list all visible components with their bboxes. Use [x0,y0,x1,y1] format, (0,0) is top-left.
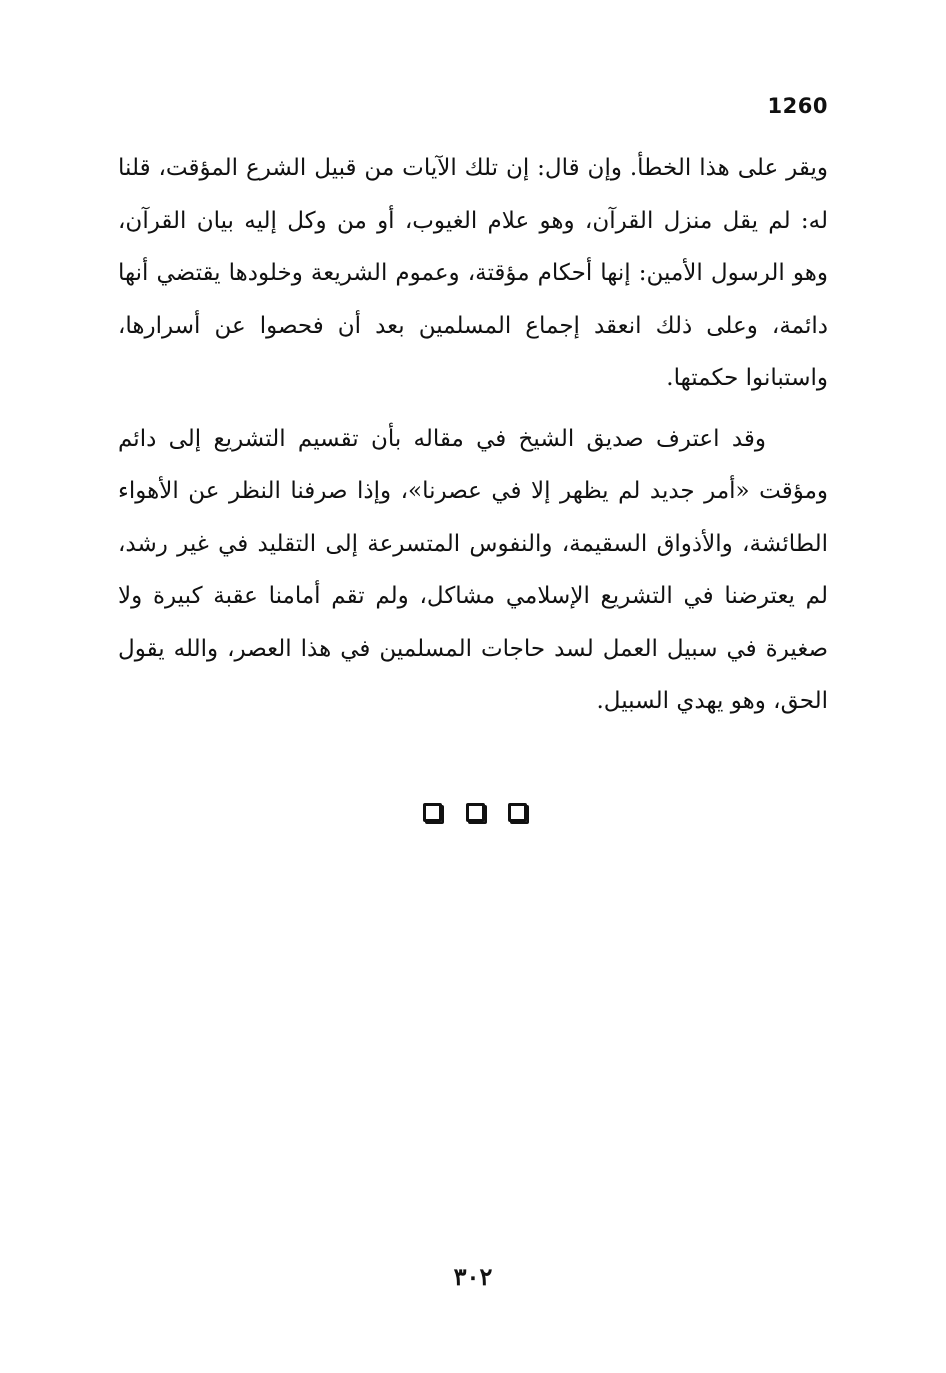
page-number: ٣٠٢ [453,1262,493,1291]
square-ornament-icon [508,803,527,822]
square-ornament-icon [466,803,485,822]
square-ornament-icon [423,803,442,822]
body-text [118,142,828,728]
paragraph-1: ويقر على هذا الخطأ. وإن قال: إن تلك الآيات من قبيل الشرع المؤقت، قلنا له: لم يقل منزل القرآن، وهو علام الغيوب، أو من وكل إليه بيان القرآن، وهو الرسول الأمين: إنها أحكام مؤقتة، وعموم الشريعة وخلودها يقتضي أنها دائمة، وعلى ذلك انعقد إجماع المسلمين بعد أن فحصوا عن أسرارها، واستبانوا حكمتها. [118,155,828,391]
page-code: 1260 [767,94,828,118]
section-divider [423,800,527,824]
paragraph-2: وقد اعترف صديق الشيخ في مقاله بأن تقسيم التشريع إلى دائم ومؤقت «أمر جديد لم يظهر إلا في عصرنا»، وإذا صرفنا النظر عن الأهواء الطائشة، والأذواق السقيمة، والنفوس المتسرعة إلى التقليد في غير رشد، لم يعترضنا في التشريع الإسلامي مشاكل، ولم تقم أمامنا عقبة كبيرة ولا صغيرة في سبيل العمل لسد حاجات المسلمين في هذا العصر، والله يقول الحق، وهو يهدي السبيل. [118,425,828,714]
